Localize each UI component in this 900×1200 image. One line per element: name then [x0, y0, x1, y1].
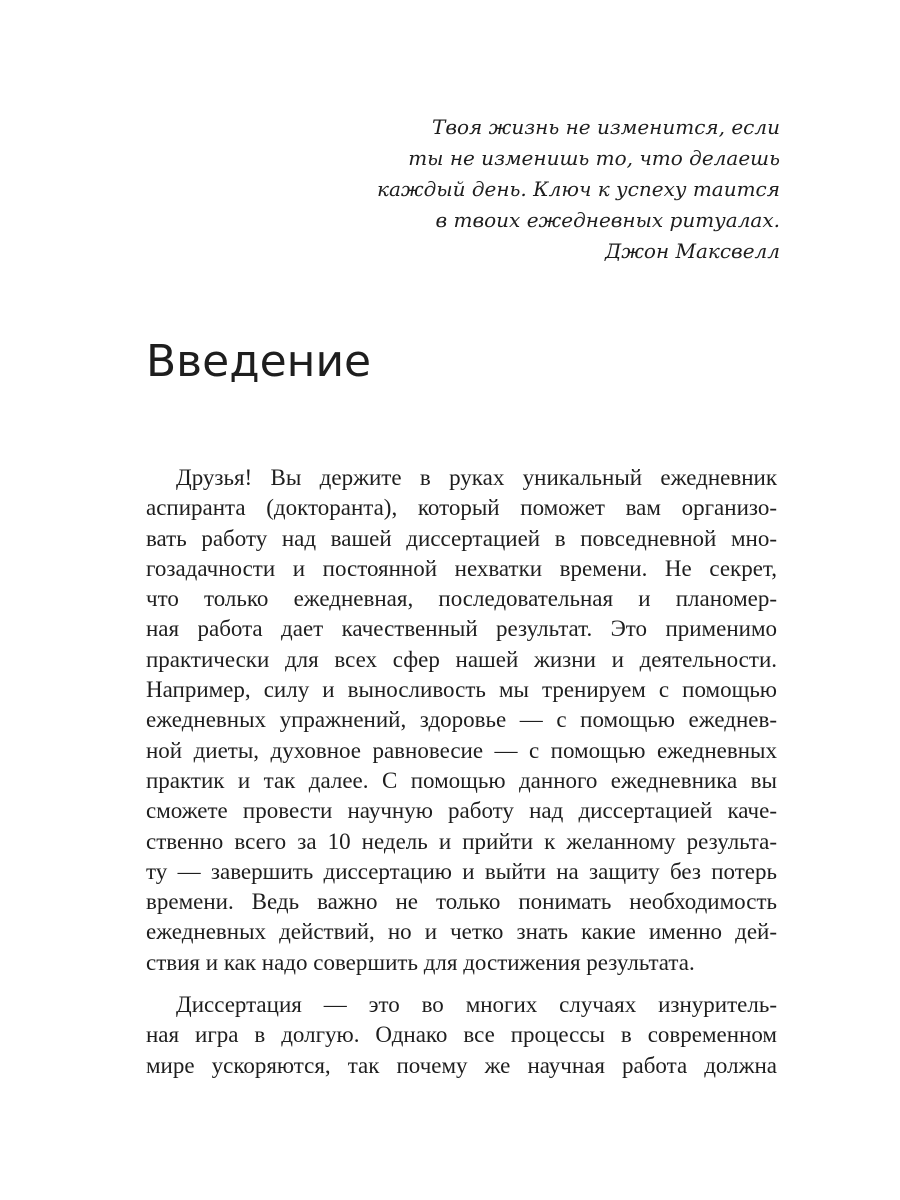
text-line: вать работу над вашей диссертацией в повседневной мно-	[146, 525, 777, 551]
text-line: практически для всех сфер нашей жизни и деятельности.	[146, 646, 777, 672]
text-line: ная игра в долгую. Однако все процессы в современном	[146, 1022, 777, 1048]
text-line: практик и так далее. С помощью данного ежедневника вы	[146, 767, 777, 793]
epigraph-line: ты не изменишь то, что делаешь	[408, 146, 780, 170]
text-line: гозадачности и постоянной нехватки времени. Не секрет,	[146, 555, 777, 581]
text-line: ежедневных упражнений, здоровье — с помощью ежеднев-	[146, 707, 777, 733]
text-line: Друзья! Вы держите в руках уникальный ежедневник	[176, 465, 777, 490]
text-line: времени. Ведь важно не только понимать необходимость	[146, 889, 777, 915]
text-line: аспиранта (докторанта), который поможет вам организо-	[146, 495, 777, 521]
epigraph-author: Джон Максвелл	[604, 239, 780, 263]
text-line: мире ускоряются, так почему же научная работа должна	[146, 1052, 777, 1078]
text-line: ту — завершить диссертацию и выйти на защиту без потерь	[146, 858, 777, 884]
text-line: ственно всего за 10 недель и прийти к желанному результа-	[146, 828, 777, 854]
epigraph-line: в твоих ежедневных ритуалах.	[435, 208, 780, 232]
chapter-heading: Введение	[146, 336, 372, 387]
text-line: сможете провести научную работу над диссертацией каче-	[146, 798, 777, 824]
paragraph-2	[146, 990, 777, 1081]
epigraph	[260, 112, 780, 267]
text-line: Например, силу и выносливость мы тренируем с помощью	[146, 677, 777, 703]
text-line: ной диеты, духовное равновесие — с помощью ежедневных	[146, 737, 777, 763]
paragraph-1	[146, 463, 777, 978]
text-line: ежедневных действий, но и четко знать какие именно дей-	[146, 919, 777, 945]
text-line: Диссертация — это во многих случаях изнуритель-	[176, 992, 777, 1018]
body-text	[146, 463, 777, 1081]
epigraph-line: каждый день. Ключ к успеху таится	[377, 177, 780, 201]
text-line: ная работа дает качественный результат. Это применимо	[146, 616, 777, 642]
epigraph-line: Твоя жизнь не изменится, если	[432, 115, 780, 139]
text-line: ствия и как надо совершить для достижения результата.	[146, 949, 695, 975]
text-line: что только ежедневная, последовательная и планомер-	[146, 586, 777, 612]
